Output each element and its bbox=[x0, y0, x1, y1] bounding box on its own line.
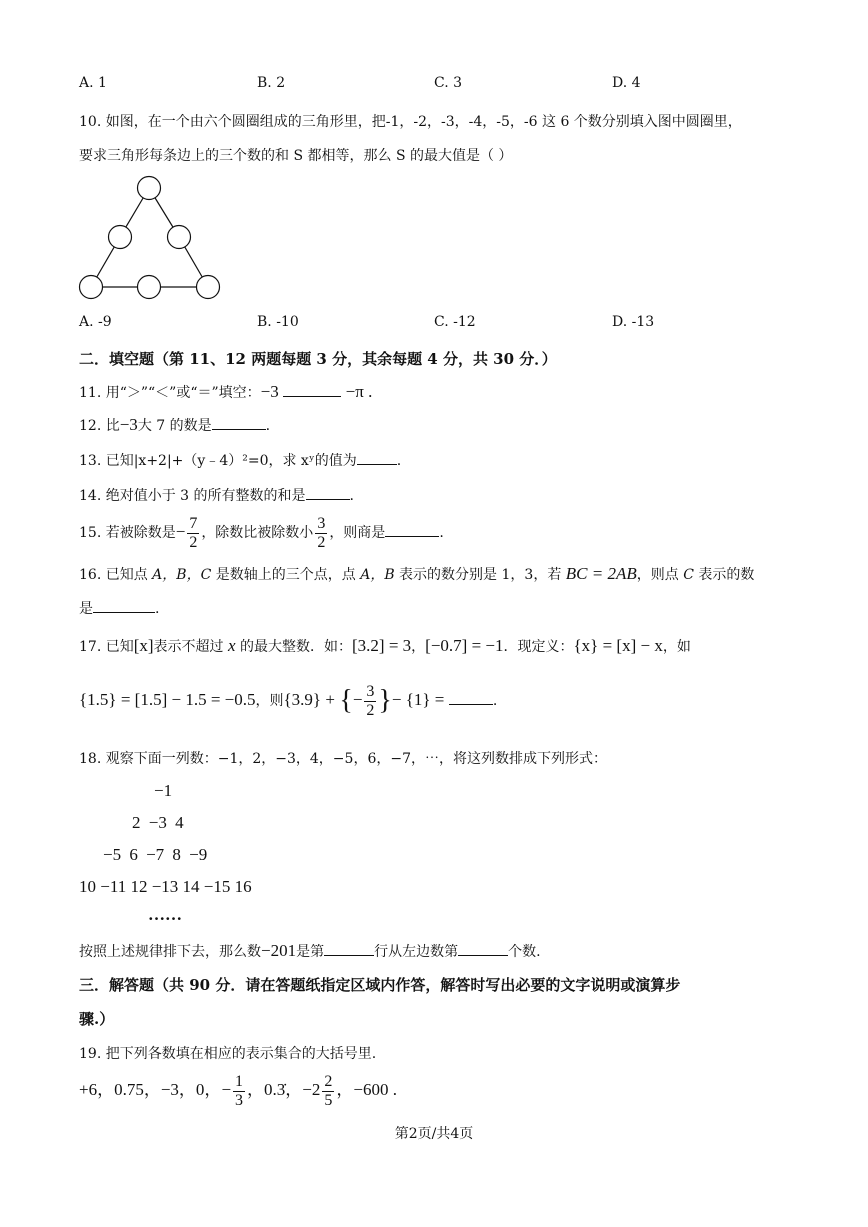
q10-option-d: D. -13 bbox=[612, 314, 655, 330]
q18-number: −201 bbox=[261, 941, 297, 960]
q17-term-2-fraction bbox=[364, 683, 376, 720]
q18-row-4: 10 −11 12 −13 14 −15 16 bbox=[79, 877, 252, 896]
q11-left: −3 bbox=[260, 382, 279, 401]
q17-text-c: 的最大整数．如： bbox=[235, 639, 352, 655]
q18-row-1: −1 bbox=[154, 781, 173, 800]
q16-equation: BC = 2AB bbox=[565, 564, 637, 583]
q15 bbox=[79, 510, 444, 555]
q17-text-e: ，如 bbox=[662, 639, 691, 655]
q10-option-b: B. -10 bbox=[257, 314, 299, 330]
circle-top bbox=[138, 177, 161, 200]
q18-ask-c: 行从左边数第 bbox=[374, 944, 459, 960]
q9-option-b: B. 2 bbox=[257, 75, 286, 91]
q15-blank bbox=[385, 522, 439, 537]
q17-x: x bbox=[228, 636, 236, 655]
q15-fraction-1 bbox=[187, 515, 199, 552]
q16-text-b: 是数轴上的三个点，点 bbox=[211, 567, 361, 583]
q18-row-ellipsis: …… bbox=[148, 905, 182, 924]
section3-heading-line1: 三．解答题（共 90 分．请在答题纸指定区域内作答，解答时写出必要的文字说明或演算步 bbox=[79, 976, 681, 994]
q19-f1-num: 1 bbox=[235, 1072, 244, 1090]
circle-bottom-left bbox=[80, 276, 103, 299]
q16-text-a: 16. 已知点 bbox=[79, 567, 153, 583]
q17-sep: ， bbox=[411, 639, 426, 655]
q9-option-d: D. 4 bbox=[612, 75, 641, 91]
q15-frac2-den: 2 bbox=[317, 533, 326, 551]
q15-frac2-num: 3 bbox=[317, 514, 326, 532]
q19-nums-c: ，−600 . bbox=[336, 1080, 397, 1099]
q18-ask-a: 按照上述规律排下去，那么数 bbox=[79, 944, 261, 960]
q13-end: . bbox=[396, 453, 402, 469]
q17-line2-example: {1.5} = [1.5] − 1.5 = −0.5 bbox=[79, 690, 256, 709]
q17-line1 bbox=[79, 636, 691, 656]
q17-t2-num: 3 bbox=[366, 682, 375, 700]
circle-bottom-middle bbox=[138, 276, 161, 299]
q9-option-a: A. 1 bbox=[79, 75, 107, 91]
q14-blank bbox=[306, 485, 350, 500]
q16-blank bbox=[93, 598, 155, 613]
q18-blank-position bbox=[458, 941, 508, 956]
circle-bottom-right bbox=[197, 276, 220, 299]
q16-text-e: 表示的数 bbox=[693, 567, 755, 583]
q17-definition: {x} = [x] − x bbox=[573, 636, 663, 655]
q19-f1-sign: − bbox=[221, 1080, 232, 1099]
q18-row-3: −5 6 −7 8 −9 bbox=[103, 845, 208, 864]
q14-end: . bbox=[349, 488, 354, 504]
q15-dot: . bbox=[439, 525, 444, 541]
q19-text: 19. 把下列各数填在相应的表示集合的大括号里. bbox=[79, 1046, 377, 1062]
q18-blank-row bbox=[324, 941, 374, 956]
q16-text-c: 表示的数分别是 1，3，若 bbox=[394, 567, 566, 583]
q12 bbox=[79, 415, 270, 435]
q18-text: 18. 观察下面一列数：−1，2，−3，4，−5，6，−7，⋯，将这列数排成下列形式： bbox=[79, 751, 607, 767]
q15-frac1-den: 2 bbox=[189, 533, 198, 551]
q17-example-2: [−0.7] = −1 bbox=[425, 636, 504, 655]
q15-sign: − bbox=[175, 522, 186, 541]
q17-text-b: 表示不超过 bbox=[153, 639, 228, 655]
q14-text: 14. 绝对值小于 3 的所有整数的和是 bbox=[79, 488, 306, 504]
circle-left-middle bbox=[109, 226, 132, 249]
q11-right: −π . bbox=[345, 382, 373, 401]
q19-f2-whole: −2 bbox=[302, 1080, 321, 1099]
q10-option-a: A. -9 bbox=[79, 314, 112, 330]
q13 bbox=[79, 450, 401, 470]
q12-rest: 大 7 的数是 bbox=[137, 418, 212, 434]
q16-line1 bbox=[79, 564, 754, 584]
q13-blank bbox=[357, 450, 397, 465]
q17-t2-den: 2 bbox=[366, 701, 375, 719]
q19-f2-den: 5 bbox=[324, 1091, 333, 1109]
q16-points: A，B，C bbox=[152, 567, 212, 583]
page-footer: 第2页/共4页 bbox=[394, 1126, 474, 1142]
q19-f2-num: 2 bbox=[324, 1072, 333, 1090]
q15-end: ，则商是 bbox=[329, 525, 386, 541]
q11-blank bbox=[283, 382, 341, 397]
q17-line2 bbox=[79, 676, 497, 725]
q15-frac1-num: 7 bbox=[189, 514, 198, 532]
q17-line2-text: ，则 bbox=[255, 693, 284, 709]
q10-line1: 10. 如图，在一个由六个圆圈组成的三角形里，把-1，-2，-3，-4，-5，-6 这 6 个数分别填入图中圆圈里， bbox=[79, 114, 742, 130]
q19-f1-den: 3 bbox=[235, 1091, 244, 1109]
q16-line2 bbox=[79, 598, 159, 618]
q12-end: . bbox=[265, 418, 271, 434]
q15-prefix: 15. 若被除数是 bbox=[79, 525, 176, 541]
q15-fraction-2 bbox=[315, 515, 327, 552]
q17-end: . bbox=[492, 693, 498, 709]
q17-term-3: − {1} = bbox=[391, 690, 445, 709]
q17-brace-close: } bbox=[378, 685, 392, 716]
q18-ask-d: 个数. bbox=[508, 944, 541, 960]
q17-term-1: {3.9} + bbox=[283, 690, 335, 709]
q9-option-c: C. 3 bbox=[434, 75, 463, 91]
q10-option-c: C. -12 bbox=[434, 314, 476, 330]
q18-row-2: 2 −3 4 bbox=[132, 813, 184, 832]
q16-points-2: A，B bbox=[360, 567, 395, 583]
q19-numbers bbox=[79, 1068, 397, 1113]
q17-example-1: [3.2] = 3 bbox=[352, 636, 412, 655]
q17-floor-x: [x] bbox=[133, 636, 154, 655]
q18-ask-b: 是第 bbox=[296, 944, 325, 960]
q14 bbox=[79, 485, 354, 505]
q16-line2-text: 是 bbox=[79, 601, 93, 617]
q19-nums-b: ，0.3̇， bbox=[247, 1080, 303, 1099]
q15-mid: ，除数比被除数小 bbox=[201, 525, 314, 541]
q17-text-d: ．现定义： bbox=[503, 639, 574, 655]
q11 bbox=[79, 382, 372, 402]
q16-end: . bbox=[155, 601, 160, 617]
q16-point-c: C bbox=[683, 567, 694, 583]
q13-text: 13. 已知|x+2|+（y﹣4）²=0，求 xʸ的值为 bbox=[79, 453, 357, 469]
q17-brace-open: { bbox=[339, 685, 353, 716]
circle-right-middle bbox=[168, 226, 191, 249]
triangle-circles-figure bbox=[76, 172, 224, 302]
q12-blank bbox=[212, 415, 266, 430]
q17-text-a: 17. 已知 bbox=[79, 639, 134, 655]
q10-line2: 要求三角形每条边上的三个数的和 S 都相等，那么 S 的最大值是（ ） bbox=[79, 148, 513, 164]
q11-prefix: 11. 用“＞”“＜”或“＝”填空： bbox=[79, 385, 261, 401]
q19-fraction-1 bbox=[233, 1073, 245, 1110]
section3-heading-line2: 骤.） bbox=[79, 1010, 115, 1028]
q19-nums-a: +6，0.75，−3，0， bbox=[79, 1080, 222, 1099]
q17-term-2-sign: − bbox=[352, 690, 363, 709]
q18-question bbox=[79, 941, 541, 961]
section2-heading: 二．填空题（第 11、12 两题每题 3 分，其余每题 4 分，共 30 分．） bbox=[79, 350, 557, 368]
q19-fraction-2 bbox=[322, 1073, 334, 1110]
q12-mid: −3 bbox=[119, 415, 138, 434]
q12-prefix: 12. 比 bbox=[79, 418, 120, 434]
q16-text-d: ，则点 bbox=[636, 567, 684, 583]
q17-blank bbox=[449, 690, 493, 705]
